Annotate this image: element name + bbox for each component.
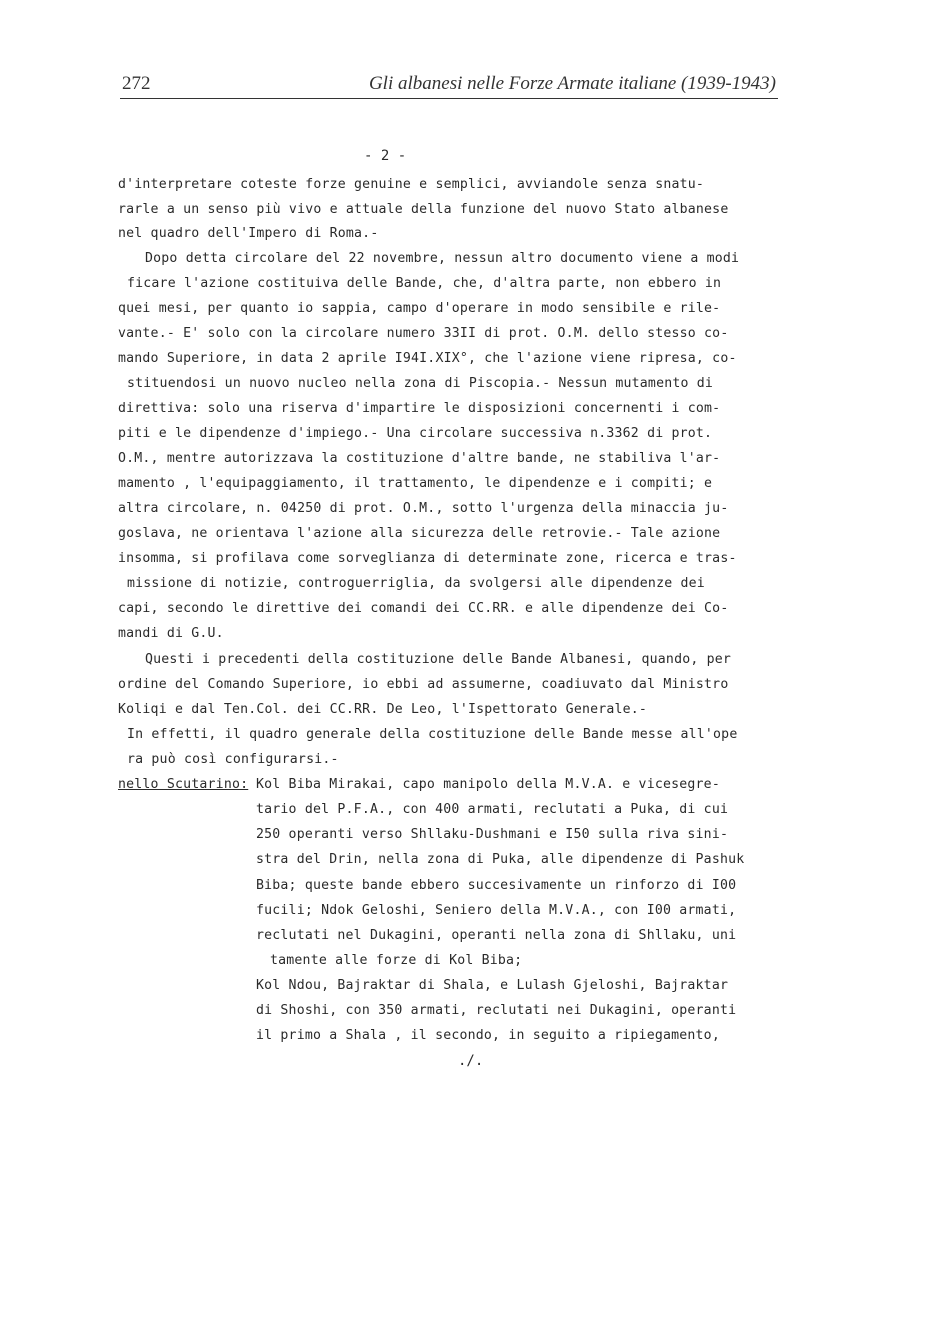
text-line: direttiva: solo una riserva d'impartire le disposizioni concernenti i com- <box>118 401 721 416</box>
section-line: tamente alle forze di Kol Biba; <box>270 953 523 968</box>
text-line: vante.- E' solo con la circolare numero 33II di prot. O.M. dello stesso co- <box>118 326 729 341</box>
text-line: insomma, si profilava come sorveglianza di determinate zone, ricerca e tras- <box>118 551 737 566</box>
text-line: stituendosi un nuovo nucleo nella zona di Piscopia.- Nessun mutamento di <box>127 376 714 391</box>
section-line: tario del P.F.A., con 400 armati, reclutati a Puka, di cui <box>256 802 729 817</box>
text-line: goslava, ne orientava l'azione alla sicurezza delle retrovie.- Tale azione <box>118 526 721 541</box>
text-line: rarle a un senso più vivo e attuale della funzione del nuovo Stato albanese <box>118 202 729 217</box>
text-line: mandi di G.U. <box>118 626 224 641</box>
section-line: reclutati nel Dukagini, operanti nella zona di Shllaku, uni <box>256 928 737 943</box>
section-label: nello Scutarino: <box>118 777 249 792</box>
text-line: missione di notizie, controguerriglia, da svolgersi alle dipendenze dei <box>127 576 705 591</box>
text-line: ra può così configurarsi.- <box>127 752 339 767</box>
section-line: 250 operanti verso Shllaku-Dushmani e I50 sulla riva sini- <box>256 827 729 842</box>
text-line: capi, secondo le direttive dei comandi dei CC.RR. e alle dipendenze dei Co- <box>118 601 729 616</box>
text-line: In effetti, il quadro generale della costituzione delle Bande messe all'ope <box>127 727 738 742</box>
section-line: stra del Drin, nella zona di Puka, alle dipendenze di Pashuk <box>256 852 745 867</box>
text-line: Koliqi e dal Ten.Col. dei CC.RR. De Leo, l'Ispettorato Generale.- <box>118 702 648 717</box>
section-line: Kol Biba Mirakai, capo manipolo della M.V.A. e vicesegre- <box>256 777 720 792</box>
section-line: Biba; queste bande ebbero succesivamente un rinforzo di I00 <box>256 878 737 893</box>
running-title: Gli albanesi nelle Forze Armate italiane (1939-1943) <box>368 73 776 94</box>
typed-page-number: - 2 - <box>364 148 407 164</box>
running-header <box>120 70 778 99</box>
section-line: di Shoshi, con 350 armati, reclutati nei Dukagini, operanti <box>256 1003 737 1018</box>
text-line: quei mesi, per quanto io sappia, campo d'operare in modo sensibile e rile- <box>118 301 721 316</box>
section-line: fucili; Ndok Geloshi, Seniero della M.V.A., con I00 armati, <box>256 903 737 918</box>
text-line: piti e le dipendenze d'impiego.- Una circolare successiva n.3362 di prot. <box>118 426 713 441</box>
text-line: mando Superiore, in data 2 aprile I94I.XIX°, che l'azione viene ripresa, co- <box>118 351 737 366</box>
text-line: ficare l'azione costituiva delle Bande, che, d'altra parte, non ebbero in <box>127 276 722 291</box>
text-line: altra circolare, n. 04250 di prot. O.M., sotto l'urgenza della minaccia ju- <box>118 501 729 516</box>
text-line: Dopo detta circolare del 22 novembre, nessun altro documento viene a modi <box>145 251 740 266</box>
section-line: Kol Ndou, Bajraktar di Shala, e Lulash Gjeloshi, Bajraktar <box>256 978 729 993</box>
text-line: mamento , l'equipaggiamento, il trattamento, le dipendenze e i compiti; e <box>118 476 713 491</box>
page-number: 272 <box>122 73 151 94</box>
text-line: O.M., mentre autorizzava la costituzione d'altre bande, ne stabiliva l'ar- <box>118 451 721 466</box>
section-line: il primo a Shala , il secondo, in seguito a ripiegamento, <box>256 1028 720 1043</box>
text-line: d'interpretare coteste forze genuine e semplici, avviandole senza snatu- <box>118 177 705 192</box>
text-line: Questi i precedenti della costituzione delle Bande Albanesi, quando, per <box>145 652 732 667</box>
continuation-mark: ./. <box>458 1053 484 1069</box>
text-line: nel quadro dell'Impero di Roma.- <box>118 226 379 241</box>
text-line: ordine del Comando Superiore, io ebbi ad assumerne, coadiuvato dal Ministro <box>118 677 729 692</box>
